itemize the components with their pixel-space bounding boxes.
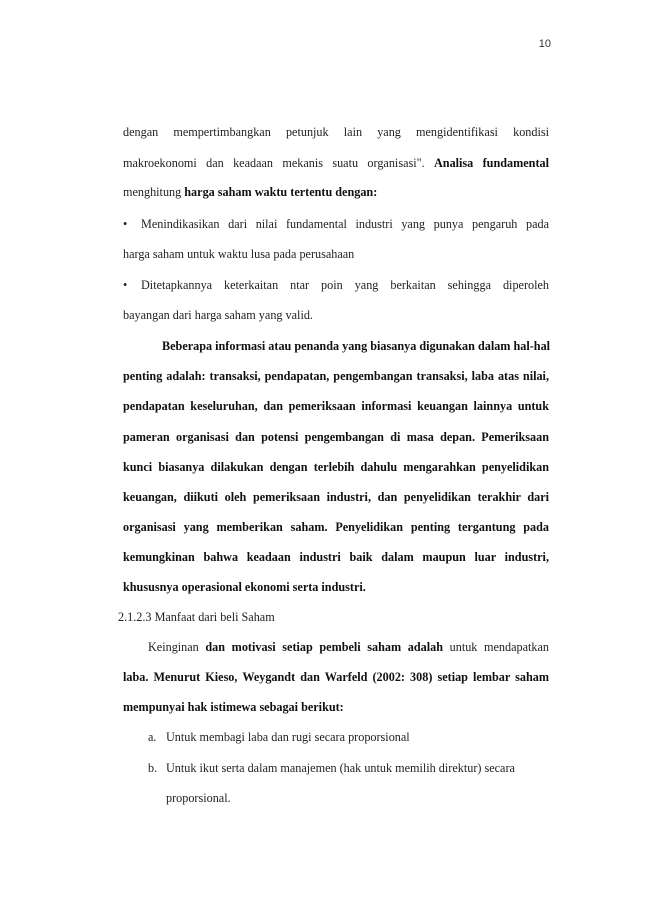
text-span: untuk mendapatkan: [443, 640, 549, 654]
text-line-14: organisasi yang memberikan saham. Penyelidikan penting tergantung pada: [123, 520, 549, 534]
bold-text-span: harga saham waktu tertentu dengan:: [184, 185, 378, 199]
text-line-3: [123, 184, 549, 200]
text-span: Menindikasikan dari nilai fundamental industri yang punya pengaruh pada: [141, 217, 549, 231]
text-line-10: pendapatan keseluruhan, dan pemeriksaan informasi keuangan lainnya untuk: [123, 399, 549, 413]
bold-text-span: dan motivasi setiap pembeli saham adalah: [205, 640, 444, 654]
text-span: harga saham untuk waktu lusa pada perusahaan: [123, 247, 355, 261]
text-line-15: kemungkinan bahwa keadaan industri baik dalam maupun luar industri,: [123, 550, 549, 564]
text-span: Ditetapkannya keterkaitan ntar poin yang berkaitan sehingga diperoleh: [141, 278, 549, 292]
text-line-11: pameran organisasi dan potensi pengembangan di masa depan. Pemeriksaan: [123, 430, 549, 444]
list-marker: b.: [148, 761, 158, 775]
text-line-12: kunci biasanya dilakukan dengan terlebih dahulu mengarahkan penyelidikan: [123, 460, 549, 474]
list-marker: a.: [148, 730, 157, 744]
bullet-item-1: [123, 216, 549, 232]
text-line-9: penting adalah: transaksi, pendapatan, pengembangan transaksi, laba atas nilai,: [123, 369, 549, 383]
bullet-item-2: [123, 277, 549, 293]
text-line-5: [123, 246, 549, 262]
bold-text-span: Analisa fundamental: [433, 156, 549, 170]
text-span: Untuk ikut serta dalam manajemen (hak untuk memilih direktur) secara: [166, 761, 515, 775]
text-line-17: [148, 639, 549, 655]
section-heading: 2.1.2.3 Manfaat dari beli Saham: [118, 610, 275, 624]
text-span: menghitung: [123, 185, 185, 199]
text-span: Keinginan: [148, 640, 206, 654]
text-line-13: keuangan, diikuti oleh pemeriksaan industri, dan penyelidikan terakhir dari: [123, 490, 549, 504]
text-span: makroekonomi dan keadaan mekanis suatu organisasi".: [123, 156, 434, 170]
text-span: dengan mempertimbangkan petunjuk lain yang mengidentifikasi kondisi: [123, 125, 549, 139]
text-line-1: [123, 124, 549, 140]
text-line-2: [123, 155, 549, 171]
text-span: Untuk membagi laba dan rugi secara proporsional: [166, 730, 410, 744]
text-span: bayangan dari harga saham yang valid.: [123, 308, 313, 322]
text-line-18: laba. Menurut Kieso, Weygandt dan Warfeld (2002: 308) setiap lembar saham: [123, 670, 549, 684]
text-line-8: Beberapa informasi atau penanda yang biasanya digunakan dalam hal-hal: [162, 339, 551, 353]
list-item-b: [148, 760, 549, 776]
text-line-19: mempunyai hak istimewa sebagai berikut:: [123, 700, 344, 714]
bullet-icon: •: [123, 217, 128, 231]
text-line-7: [123, 307, 549, 323]
bullet-icon: •: [123, 278, 128, 292]
list-item-a: [148, 729, 549, 745]
list-item-b-continuation: proporsional.: [166, 791, 231, 805]
text-line-16: khususnya operasional ekonomi serta industri.: [123, 580, 366, 594]
page-number: 10: [538, 38, 551, 50]
